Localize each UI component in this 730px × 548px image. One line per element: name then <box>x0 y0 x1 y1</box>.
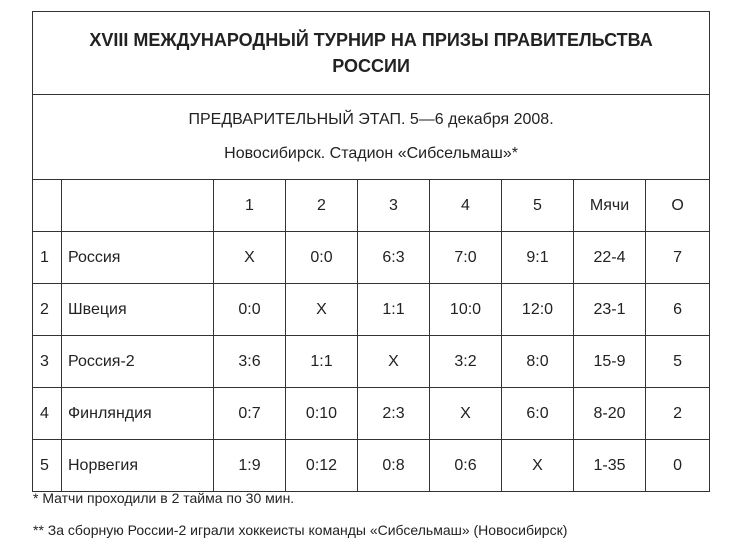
header-cell: 2 <box>286 180 358 232</box>
result-cell: 9:1 <box>502 232 574 284</box>
result-cell: Х <box>214 232 286 284</box>
header-row <box>33 180 710 232</box>
team-name: Швеция <box>62 284 214 336</box>
points-cell: 6 <box>646 284 710 336</box>
row-number: 3 <box>33 336 62 388</box>
header-cell <box>33 180 62 232</box>
result-cell: 0:12 <box>286 440 358 492</box>
result-cell: Х <box>430 388 502 440</box>
header-cell <box>62 180 214 232</box>
goals-cell: 22-4 <box>574 232 646 284</box>
result-cell: 7:0 <box>430 232 502 284</box>
goals-cell: 1-35 <box>574 440 646 492</box>
header-cell: 4 <box>430 180 502 232</box>
points-cell: 2 <box>646 388 710 440</box>
result-cell: 0:0 <box>286 232 358 284</box>
standings-table <box>32 11 710 492</box>
result-cell: 0:8 <box>358 440 430 492</box>
header-cell: 1 <box>214 180 286 232</box>
result-cell: 8:0 <box>502 336 574 388</box>
result-cell: 1:1 <box>286 336 358 388</box>
result-cell: Х <box>358 336 430 388</box>
table-row <box>33 440 710 492</box>
result-cell: Х <box>502 440 574 492</box>
row-number: 2 <box>33 284 62 336</box>
goals-cell: 8-20 <box>574 388 646 440</box>
stage-venue: Новосибирск. Стадион «Сибсельмаш»* <box>224 145 518 162</box>
table-row <box>33 388 710 440</box>
stage-subtitle <box>33 95 710 180</box>
table-row <box>33 336 710 388</box>
result-cell: 1:1 <box>358 284 430 336</box>
team-name: Россия-2 <box>62 336 214 388</box>
header-cell: Мячи <box>574 180 646 232</box>
result-cell: 6:0 <box>502 388 574 440</box>
result-cell: 0:6 <box>430 440 502 492</box>
header-cell: 5 <box>502 180 574 232</box>
team-name: Финляндия <box>62 388 214 440</box>
row-number: 1 <box>33 232 62 284</box>
result-cell: 0:7 <box>214 388 286 440</box>
result-cell: 12:0 <box>502 284 574 336</box>
table-row <box>33 284 710 336</box>
result-cell: 1:9 <box>214 440 286 492</box>
header-cell: О <box>646 180 710 232</box>
header-cell: 3 <box>358 180 430 232</box>
row-number: 5 <box>33 440 62 492</box>
result-cell: Х <box>286 284 358 336</box>
points-cell: 0 <box>646 440 710 492</box>
team-name: Норвегия <box>62 440 214 492</box>
result-cell: 0:10 <box>286 388 358 440</box>
result-cell: 6:3 <box>358 232 430 284</box>
footnotes <box>33 488 567 540</box>
goals-cell: 15-9 <box>574 336 646 388</box>
result-cell: 10:0 <box>430 284 502 336</box>
footnote-match-format: * Матчи проходили в 2 тайма по 30 мин. <box>33 490 295 506</box>
footnote-team-roster: ** За сборную России-2 играли хоккеисты команды «Сибсельмаш» (Новосибирск) <box>33 522 568 538</box>
tournament-title: XVIII МЕЖДУНАРОДНЫЙ ТУРНИР НА ПРИЗЫ ПРАВИТЕЛЬСТВА РОССИИ <box>33 12 710 95</box>
goals-cell: 23-1 <box>574 284 646 336</box>
result-cell: 0:0 <box>214 284 286 336</box>
points-cell: 7 <box>646 232 710 284</box>
row-number: 4 <box>33 388 62 440</box>
standings-document <box>32 11 709 492</box>
stage-dates: ПРЕДВАРИТЕЛЬНЫЙ ЭТАП. 5—6 декабря 2008. <box>188 111 554 128</box>
result-cell: 3:6 <box>214 336 286 388</box>
table-row <box>33 232 710 284</box>
result-cell: 3:2 <box>430 336 502 388</box>
result-cell: 2:3 <box>358 388 430 440</box>
team-name: Россия <box>62 232 214 284</box>
points-cell: 5 <box>646 336 710 388</box>
